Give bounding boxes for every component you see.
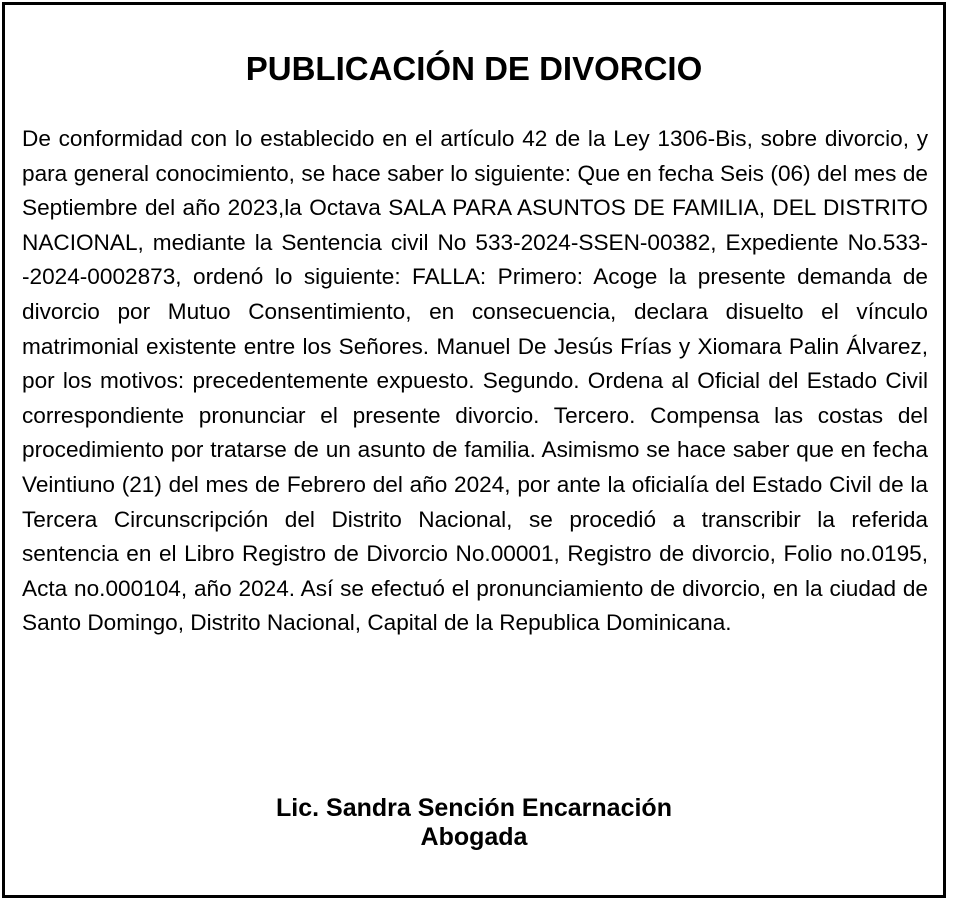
signature-role: Abogada: [420, 823, 528, 851]
notice-box: [2, 2, 946, 898]
notice-title: PUBLICACIÓN DE DIVORCIO: [245, 50, 703, 87]
notice-body: De conformidad con lo establecido en el artículo 42 de la Ley 1306-Bis, sobre divorcio, y para general conocimiento, se hace saber lo siguiente: Que en fecha Seis (06) del mes de Septiembre del año 2023,la Octava SALA PARA ASUNTOS DE FAMILIA, DEL DISTRITO NACIONAL, mediante la Sentencia civil No 533-2024-SSEN-00382, Expediente No.533--2024-0002873, ordenó lo siguiente: FALLA: Primero: Acoge la presente demanda de divorcio por Mutuo Consentimiento, en consecuencia, declara disuelto el vínculo matrimonial existente entre los Señores. Manuel De Jesús Frías y Xiomara Palin Álvarez, por los motivos: precedentemente expuesto. Segundo. Ordena al Oficial del Estado Civil correspondiente pronunciar el presente divorcio. Tercero. Compensa las costas del procedimiento por tratarse de un asunto de familia. Asimismo se hace saber que en fecha Veintiuno (21) del mes de Febrero del año 2024, por ante la oficialía del Estado Civil de la Tercera Circunscripción del Distrito Nacional, se procedió a transcribir la referida sentencia en el Libro Registro de Divorcio No.00001, Registro de divorcio, Folio no.0195, Acta no.000104, año 2024. Así se efectuó el pronunciamiento de divorcio, en la ciudad de Santo Domingo, Distrito Nacional, Capital de la Republica Dominicana.: [22, 126, 928, 636]
signature-name: Lic. Sandra Sención Encarnación: [276, 794, 672, 822]
signature-block: [5, 794, 943, 852]
